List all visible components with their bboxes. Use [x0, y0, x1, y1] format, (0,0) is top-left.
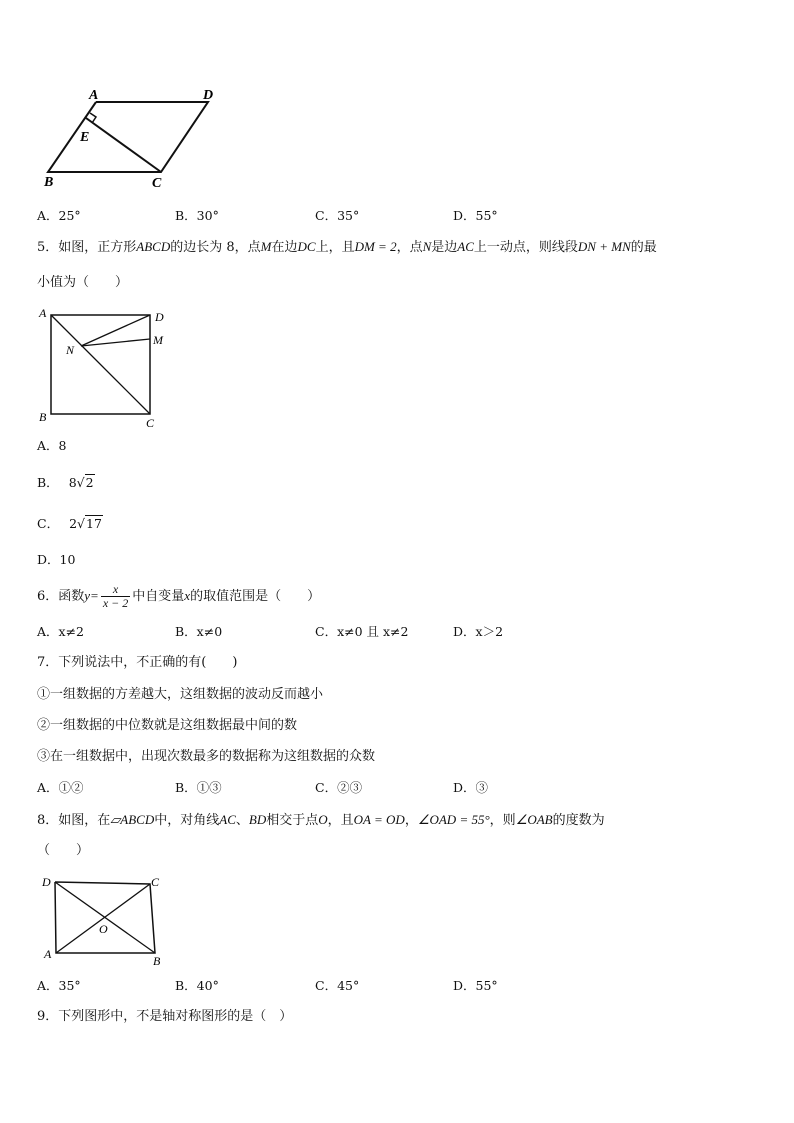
q7-statement-2: ②一组数据的中位数就是这组数据最中间的数: [37, 718, 298, 733]
q5-label-m: M: [153, 333, 163, 347]
q8-text-g: 的度数为: [552, 813, 605, 828]
q4-label-c: C: [152, 176, 162, 191]
q8-math-parallelogram: ▱ABCD: [110, 812, 155, 827]
q6-math-x: x: [184, 588, 191, 603]
q8-stem-line2: （ ）: [37, 843, 90, 858]
q8-label-d: D: [42, 875, 51, 889]
q4-option-d: D．55°: [453, 208, 498, 223]
q5-stem-line2: 小值为（ ）: [37, 275, 129, 290]
q5-option-d: D．10: [37, 552, 76, 567]
q4-segment-ce: [86, 118, 161, 172]
q9-stem: 9．下列图形中，不是轴对称图形的是（ ）: [37, 1009, 293, 1024]
q5-option-b-prefix: B．: [37, 475, 59, 490]
q8-text-sep: 、: [235, 813, 249, 828]
q7-option-b: B．①③: [175, 780, 222, 795]
q6-text-b: 的取值范围是（ ）: [190, 589, 321, 604]
q5-label-d: D: [155, 310, 164, 324]
q8-label-c: C: [151, 875, 160, 889]
q8-label-a: A: [44, 947, 52, 961]
q8-label-b: B: [153, 954, 161, 968]
q5-math-dn-mn: DN + MN: [577, 239, 631, 254]
q8-text-a: 8．如图，在: [37, 813, 111, 828]
q8-text-c: 相交于点: [266, 813, 319, 828]
q5-label-a: A: [39, 306, 47, 320]
q8-option-a: A．35°: [37, 978, 81, 993]
q5-text-f: 是边: [431, 240, 458, 255]
q5-option-c: C． 2√17: [37, 516, 102, 531]
q8-text-e: ，: [404, 813, 418, 828]
q6-fraction-denominator: x − 2: [102, 596, 129, 610]
q4-option-a: A．25°: [37, 208, 81, 223]
q8-option-b: B．40°: [175, 978, 219, 993]
q5-math-m: M: [260, 239, 272, 254]
q6-stem: [37, 580, 320, 613]
q5-math-dm: DM = 2: [354, 239, 397, 254]
q5-math-dc: DC: [297, 239, 316, 254]
q5-segment-mn: [81, 339, 150, 346]
q4-label-a: A: [89, 88, 99, 103]
q5-math-n: N: [422, 239, 432, 254]
q8-math-o: O: [318, 812, 328, 827]
q6-option-d: D．x＞2: [453, 624, 504, 639]
q6-text-prefix: 6．函数: [37, 589, 85, 604]
q5-text-b: 的边长为 8，点: [170, 240, 261, 255]
q5-label-c: C: [146, 416, 155, 430]
q5-stem-line1: [37, 238, 657, 257]
q4-parallelogram-outline: [48, 102, 208, 172]
q5-option-c-coef: 2: [69, 516, 78, 531]
q7-option-d: D．③: [453, 780, 489, 795]
q4-figure-parallelogram: [40, 84, 230, 192]
q6-option-a: A．x≠2: [37, 624, 85, 639]
q7-statement-1: ①一组数据的方差越大，这组数据的波动反而越小: [37, 687, 324, 702]
q5-option-a: A．8: [37, 438, 67, 453]
q5-segment-dn: [81, 315, 150, 346]
q5-option-b-coef: 8: [68, 475, 77, 490]
q6-math-y: y=: [84, 588, 99, 603]
q8-math-bd: BD: [248, 812, 267, 827]
q7-stem: 7．下列说法中，不正确的有( ): [37, 655, 238, 670]
q5-text-h: 的最: [630, 240, 657, 255]
q5-math-ac: AC: [457, 239, 474, 254]
q6-fraction: [101, 583, 130, 610]
q8-option-d: D．55°: [453, 978, 498, 993]
q5-option-c-radicand: 17: [86, 516, 102, 531]
q5-text-a: 5．如图，正方形: [37, 240, 137, 255]
q5-text-d: 上，且: [315, 240, 355, 255]
q8-figure-parallelogram: [34, 870, 174, 968]
q8-label-o: O: [99, 922, 108, 936]
q4-label-b: B: [44, 175, 54, 190]
q8-text-b: 中，对角线: [154, 813, 220, 828]
q8-text-f: ，则: [489, 813, 516, 828]
q8-math-ac: AC: [219, 812, 236, 827]
q5-text-c: 在边: [271, 240, 298, 255]
q8-math-angle-oab: ∠OAB: [515, 812, 553, 827]
q8-stem-line1: [37, 811, 605, 830]
q4-label-e: E: [80, 130, 90, 145]
q6-text-a: 中自变量: [132, 589, 185, 604]
q5-option-c-prefix: C．: [37, 516, 60, 531]
q8-math-angle-oad: ∠OAD = 55°: [417, 812, 490, 827]
q5-math-abcd: ABCD: [136, 239, 171, 254]
q6-option-c: C．x≠0 且 x≠2: [315, 624, 409, 639]
q8-option-c: C．45°: [315, 978, 360, 993]
q5-option-b-radicand: 2: [85, 475, 94, 490]
q7-statement-3: ③在一组数据中，出现次数最多的数据称为这组数据的众数: [37, 749, 376, 764]
q5-figure-square: [32, 303, 177, 431]
q7-option-a: A．①②: [37, 780, 84, 795]
q5-text-e: ，点: [396, 240, 423, 255]
q5-label-b: B: [39, 410, 47, 424]
q5-label-n: N: [66, 343, 75, 357]
q6-option-b: B．x≠0: [175, 624, 223, 639]
q8-text-d: ，且: [327, 813, 354, 828]
q8-math-oa-od: OA = OD: [353, 812, 405, 827]
q6-fraction-numerator: x: [101, 583, 130, 597]
q7-option-c: C．②③: [315, 780, 363, 795]
q4-option-c: C．35°: [315, 208, 360, 223]
q5-text-g: 上一动点，则线段: [473, 240, 578, 255]
q4-label-d: D: [203, 88, 214, 103]
q4-option-b: B．30°: [175, 208, 219, 223]
q8-diagonal-ac: [56, 884, 150, 953]
q5-option-b: B． 8√2: [37, 475, 94, 490]
q5-diagonal-ac: [51, 315, 150, 414]
